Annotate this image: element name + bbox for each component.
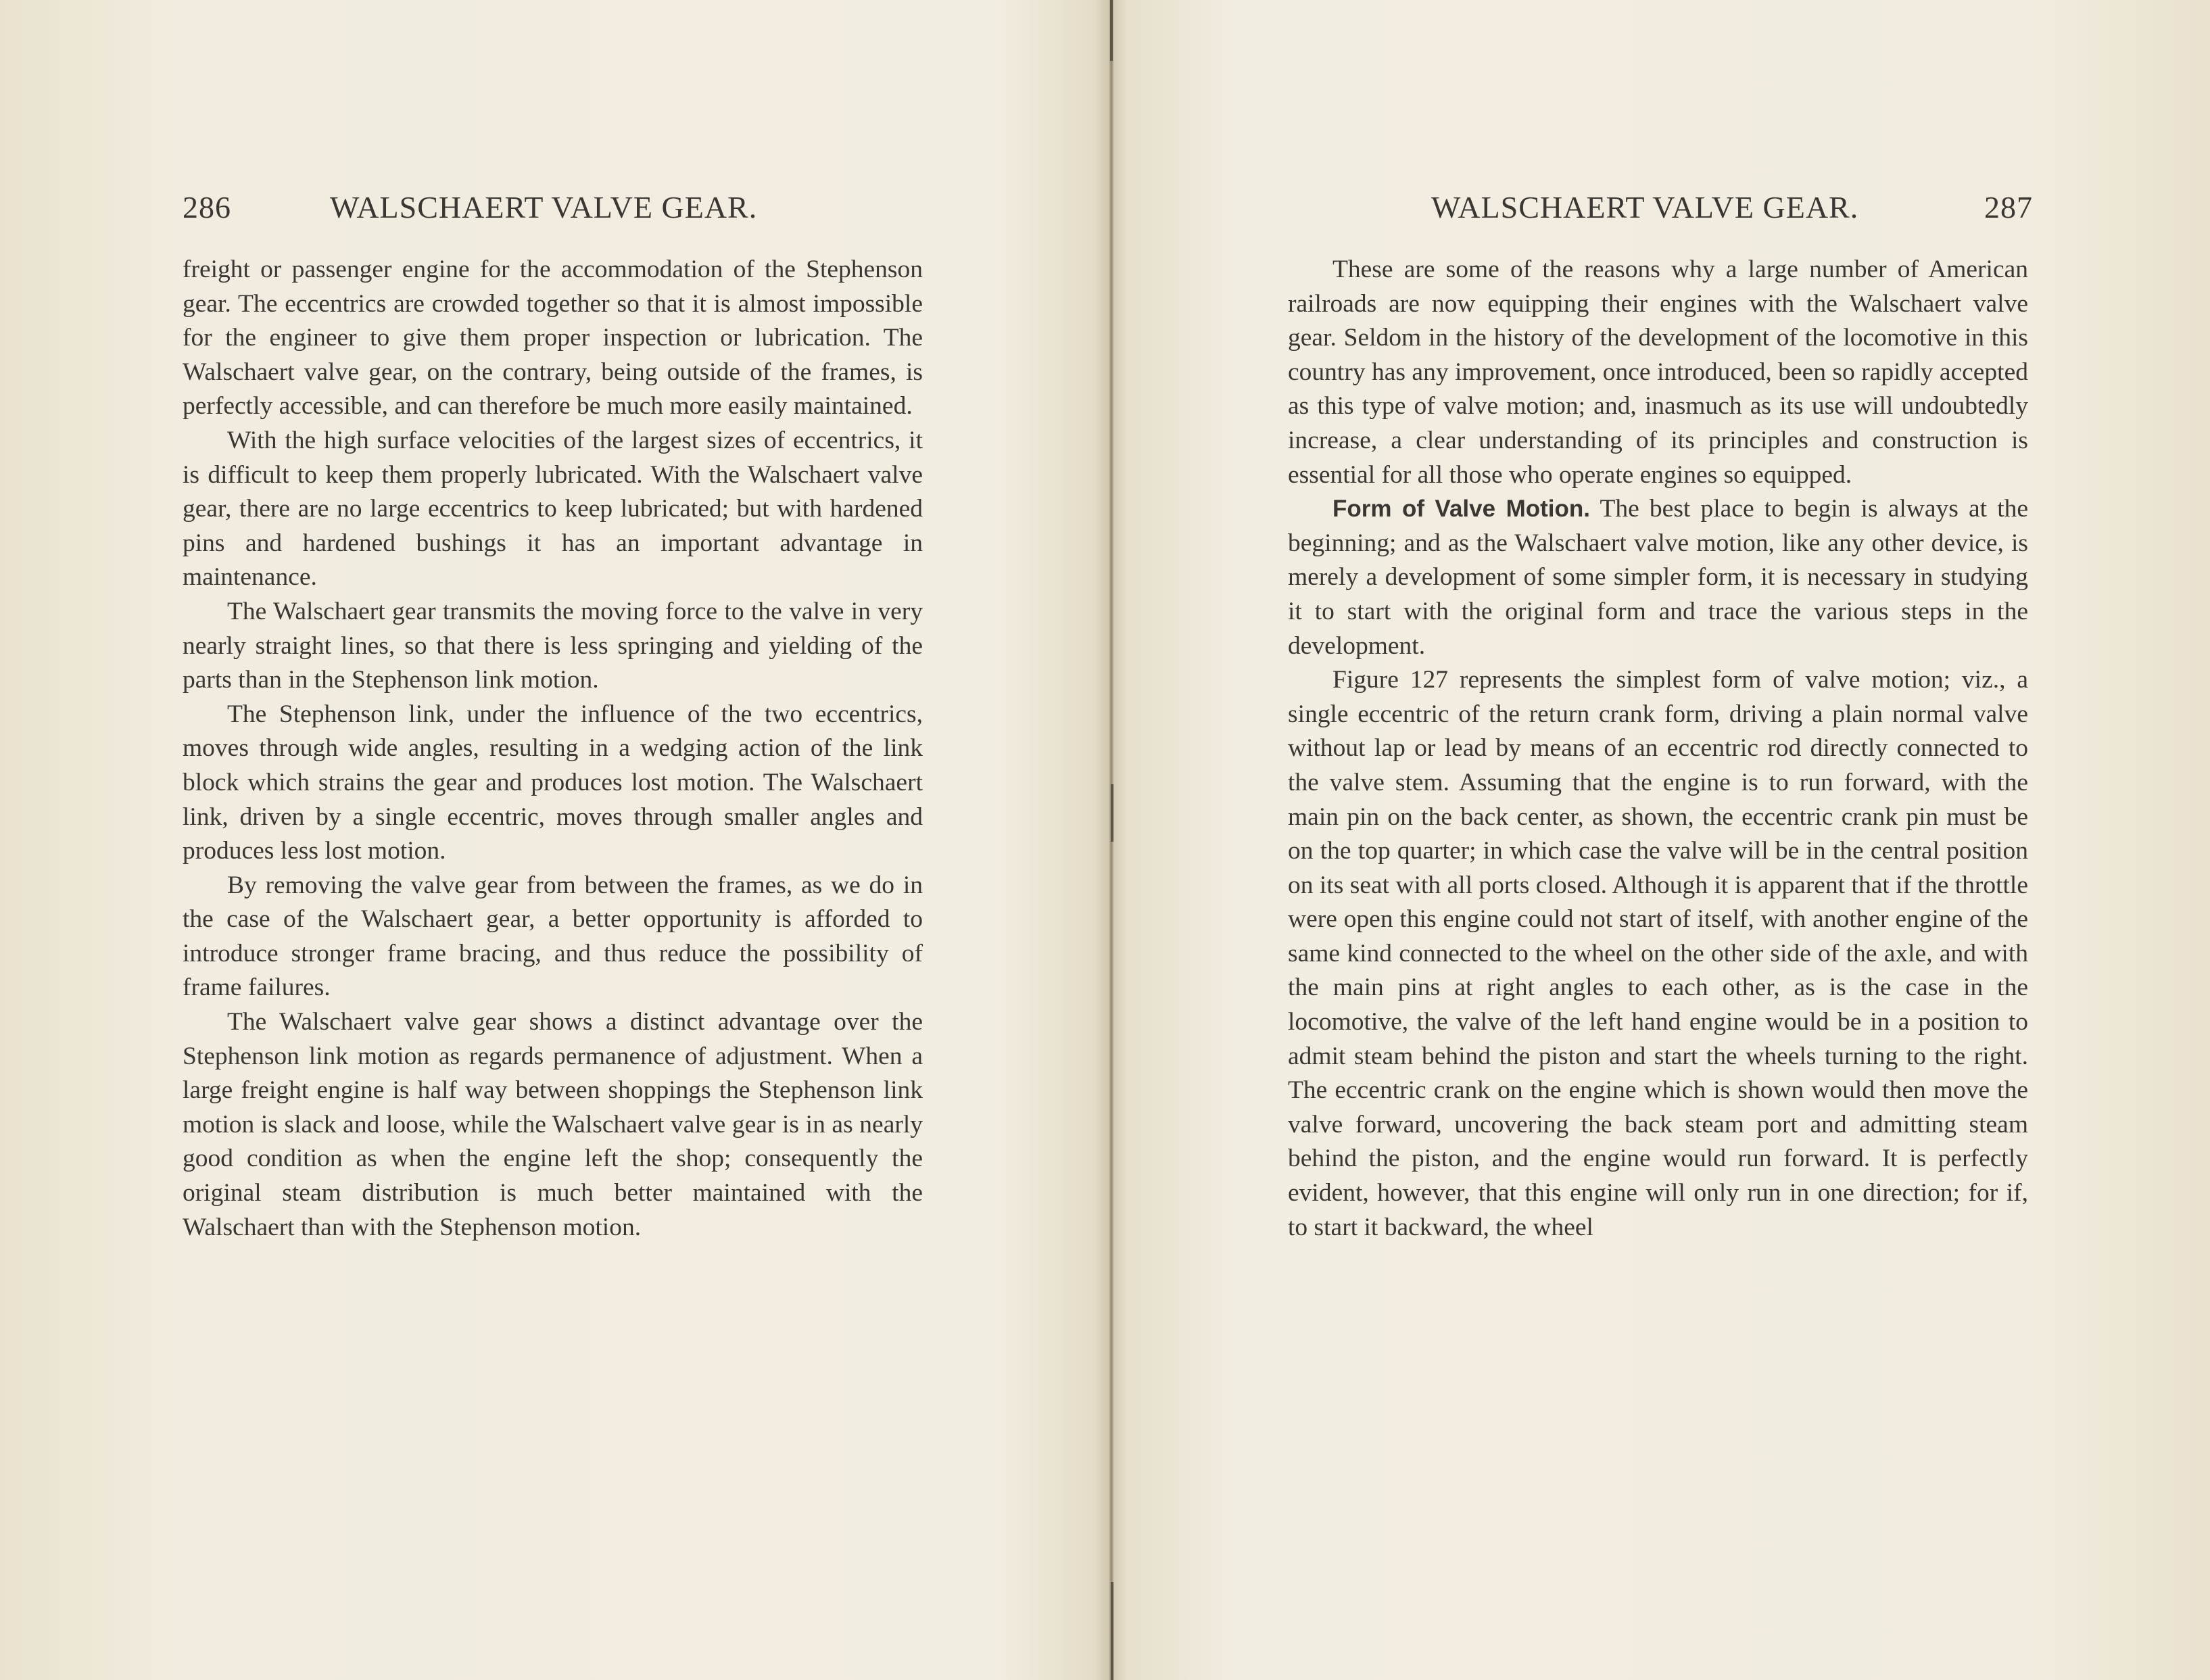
section-heading: Form of Valve Motion.	[1332, 496, 1590, 523]
running-head: WALSCHAERT VALVE GEAR.	[330, 190, 758, 224]
page-number: 286	[183, 190, 231, 224]
paragraph-text: The best place to begin is always at the beginning; and as the Walschaert valve motion, like any other device, is merely a development of some simpler form, it is necessary in studying it to start with the original form and trace the various steps in the development.	[1288, 495, 2029, 660]
right-page	[1105, 0, 2210, 1680]
paragraph	[1288, 492, 2028, 663]
running-head: WALSCHAERT VALVE GEAR.	[1431, 190, 1859, 224]
paragraph: The Stephenson link, under the influence of the two eccentrics, moves through wide angles, resulting in a wedging action of the link block which strains the gear and produces lost motion. The Walschaert link, driven by a single eccentric, moves through smaller angles and produces less lost motion.	[183, 700, 923, 865]
page-number: 287	[1984, 190, 2033, 224]
paragraph: Figure 127 represents the simplest form of valve motion; viz., a single eccentric of the return crank form, driving a plain normal valve without lap or lead by means of an eccentric rod directly connected to the valve stem. Assuming that the engine is to run forward, with the main pin on the back center, as shown, the eccentric crank pin must be on the top quarter; in which case the valve will be in the central position on its seat with all ports closed. Although it is apparent that if the throttle were open this engine could not start of itself, with another engine of the same kind connected to the wheel on the other side of the axle, and with the main pins at right angles to each other, as is the case in the locomotive, the valve of the left hand engine would be in a position to admit steam behind the piston and start the wheels turning to the right. The eccentric crank on the engine which is shown would then move the valve forward, uncovering the back steam port and admitting steam behind the piston, and the engine would run forward. It is perfectly evident, however, that this engine will only run in one direction; for if, to start it backward, the wheel	[1288, 666, 2028, 1241]
paragraph: These are some of the reasons why a large number of American railroads are now equipping their engines with the Walschaert valve gear. Seldom in the history of the development of the locomotive in this country has any improvement, once introduced, been so rapidly accepted as this type of valve motion; and, inasmuch as its use will undoubtedly increase, a clear understanding of its principles and construction is essential for all those who operate engines so equipped.	[1288, 256, 2028, 489]
paragraph: With the high surface velocities of the largest sizes of eccentrics, it is difficult to keep them properly lubricated. With the Walschaert valve gear, there are no large eccentrics to keep lubricated; but with hardened pins and hardened bushings it has an important advantage in maintenance.	[183, 426, 923, 592]
paragraph: By removing the valve gear from between the frames, as we do in the case of the Walschaert gear, a better opportunity is afforded to introduce stronger frame bracing, and thus reduce the possibility of frame failures.	[183, 871, 923, 1002]
body-text	[1288, 253, 2028, 1245]
paragraph: The Walschaert gear transmits the moving force to the valve in very nearly straight lines, so that there is less springing and yielding of the parts than in the Stephenson link motion.	[183, 597, 923, 694]
paragraph: freight or passenger engine for the accommodation of the Stephenson gear. The eccentrics are crowded together so that it is almost impossible for the engineer to give them proper inspection or lubrication. The Walschaert valve gear, on the contrary, being outside of the frames, is perfectly accessible, and can therefore be much more easily maintained.	[183, 256, 923, 421]
body-text	[183, 253, 923, 1245]
paragraph: The Walschaert valve gear shows a distinct advantage over the Stephenson link motion as regards permanence of adjustment. When a large freight engine is half way between shoppings the Stephenson link motion is slack and loose, while the Walschaert valve gear is in as nearly good condition as when the engine left the shop; consequently the original steam distribution is much better maintained with the Walschaert than with the Stephenson motion.	[183, 1008, 923, 1241]
